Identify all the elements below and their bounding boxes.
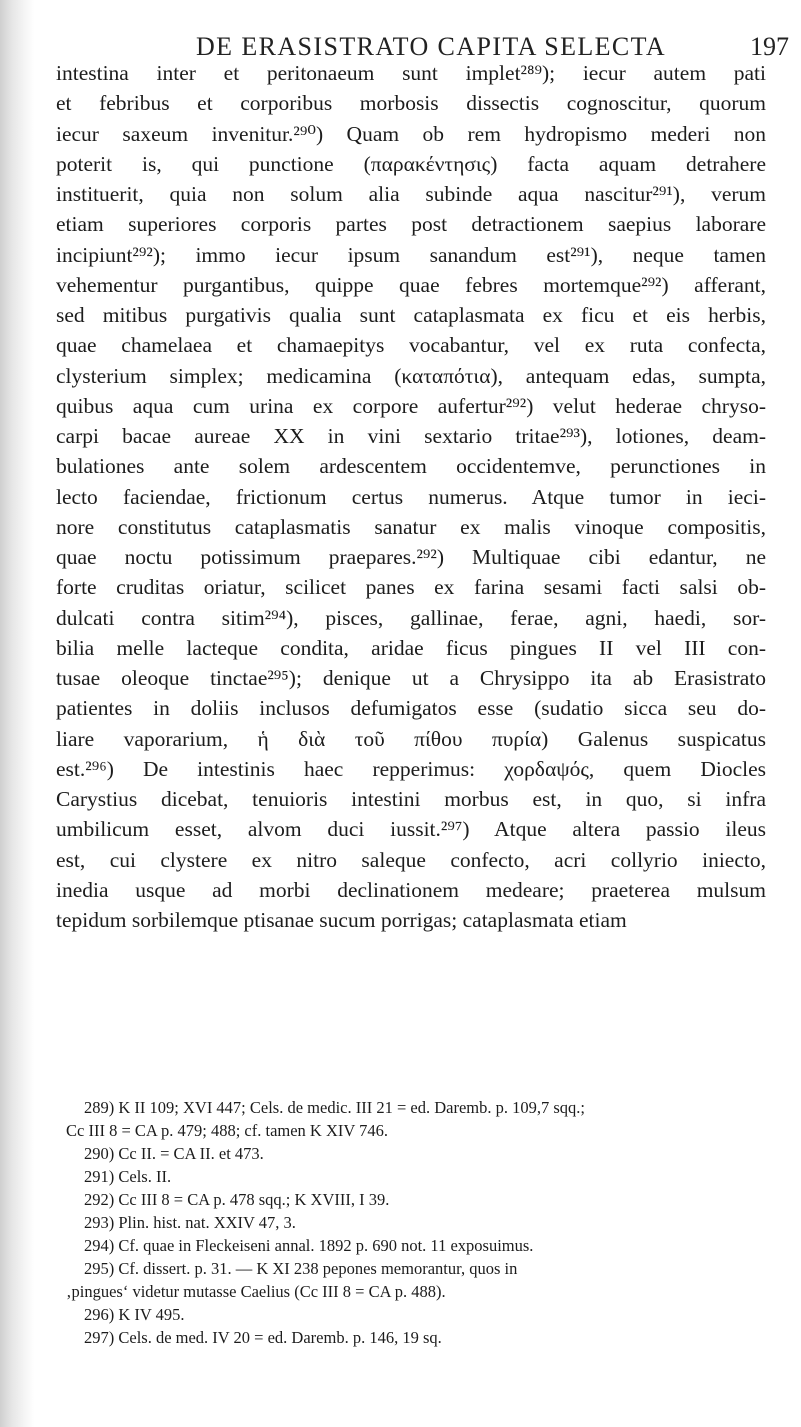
footnotes	[56, 1096, 766, 1349]
text-line: nore constitutus cataplasmatis sanatur ex malis vinoque compositis,	[56, 514, 766, 539]
text-line: Carystius dicebat, tenuioris intestini morbus est, in quo, si infra	[56, 787, 766, 811]
text-line: quae noctu potissimum praepares.²⁹²) Multiquae cibi edantur, ne	[56, 545, 766, 569]
text-line: lecto faciendae, frictionum certus numerus. Atque tumor in ieci-	[56, 484, 766, 509]
footnote-293: 293) Plin. hist. nat. XXIV 47, 3.	[84, 1213, 296, 1232]
text-line: et febribus et corporibus morbosis dissectis cognoscitur, quorum	[56, 91, 766, 116]
text-line: bilia melle lacteque condita, aridae ficus pingues II vel III con-	[56, 635, 766, 660]
body-text	[56, 58, 766, 935]
text-line: est.²⁹⁶) De intestinis haec repperimus: χορδαψός, quem Diocles	[56, 756, 766, 781]
book-spine-shadow	[0, 0, 34, 1427]
footnote-289-continued: Cc III 8 = CA p. 479; 488; cf. tamen K XIV 746.	[66, 1121, 388, 1140]
text-line: iecur saxeum invenitur.²⁹⁰) Quam ob rem hydropismo mederi non	[56, 121, 766, 146]
footnote-290: 290) Cc II. = CA II. et 473.	[84, 1144, 264, 1163]
text-line: quae chamelaea et chamaepitys vocabantur, vel ex ruta confecta,	[56, 333, 766, 358]
text-line: patientes in doliis inclusos defumigatos esse (sudatio sicca seu do-	[56, 696, 766, 721]
text-line: vehementur purgantibus, quippe quae febres mortemque²⁹²) afferant,	[56, 272, 766, 297]
footnote-294: 294) Cf. quae in Fleckeiseni annal. 1892 p. 690 not. 11 exposuimus.	[84, 1236, 534, 1255]
text-line: forte cruditas oriatur, scilicet panes ex farina sesami facti salsi ob-	[56, 575, 766, 600]
page-number: 197	[750, 32, 789, 61]
text-line: intestina inter et peritonaeum sunt implet²⁸⁹); iecur autem pati	[56, 61, 766, 85]
running-head: DE ERASISTRATO CAPITA SELECTA	[196, 32, 667, 61]
footnote-291: 291) Cels. II.	[84, 1167, 172, 1186]
text-line: est, cui clystere ex nitro saleque confecto, acri collyrio iniecto,	[56, 847, 766, 872]
text-line: sed mitibus purgativis qualia sunt cataplasmata ex ficu et eis herbis,	[56, 303, 766, 327]
footnote-289: 289) K II 109; XVI 447; Cels. de medic. III 21 = ed. Daremb. p. 109,7 sqq.;	[84, 1098, 586, 1117]
text-line: inedia usque ad morbi declinationem medeare; praeterea mulsum	[56, 877, 766, 902]
text-line: etiam superiores corporis partes post detractionem saepius laborare	[56, 212, 766, 237]
text-line: dulcati contra sitim²⁹⁴), pisces, gallinae, ferae, agni, haedi, sor-	[56, 605, 766, 630]
text-line: carpi bacae aureae XX in vini sextario tritae²⁹³), lotiones, deam-	[56, 424, 766, 448]
footnote-295: 295) Cf. dissert. p. 31. — K XI 238 pepones memorantur, quos in	[84, 1259, 518, 1278]
text-line: tepidum sorbilemque ptisanae sucum porrigas; cataplasmata etiam	[56, 908, 627, 932]
text-line: liare vaporarium, ἡ διὰ τοῦ πίθου πυρία) Galenus suspicatus	[56, 726, 766, 751]
text-line: clysterium simplex; medicamina (καταπότια), antequam edas, sumpta,	[56, 363, 766, 388]
text-line: umbilicum esset, alvom duci iussit.²⁹⁷) Atque altera passio ileus	[56, 817, 766, 842]
text-line: poterit is, qui punctione (παρακέντησις) facta aquam detrahere	[56, 151, 766, 176]
footnote-295-continued: ‚pingues‘ videtur mutasse Caelius (Cc III 8 = CA p. 488).	[66, 1282, 446, 1301]
text-line: bulationes ante solem ardescentem occidentemve, perunctiones in	[56, 454, 766, 479]
text-line: tusae oleoque tinctae²⁹⁵); denique ut a Chrysippo ita ab Erasistrato	[56, 666, 766, 690]
text-line: quibus aqua cum urina ex corpore aufertur²⁹²) velut hederae chryso-	[56, 393, 766, 418]
footnote-292: 292) Cc III 8 = CA p. 478 sqq.; K XVIII, I 39.	[84, 1190, 390, 1209]
text-line: incipiunt²⁹²); immo iecur ipsum sanandum est²⁹¹), neque tamen	[56, 242, 766, 267]
text-line: instituerit, quia non solum alia subinde aqua nascitur²⁹¹), verum	[56, 182, 766, 206]
footnote-297: 297) Cels. de med. IV 20 = ed. Daremb. p. 146, 19 sq.	[84, 1328, 442, 1347]
footnote-296: 296) K IV 495.	[84, 1305, 185, 1324]
